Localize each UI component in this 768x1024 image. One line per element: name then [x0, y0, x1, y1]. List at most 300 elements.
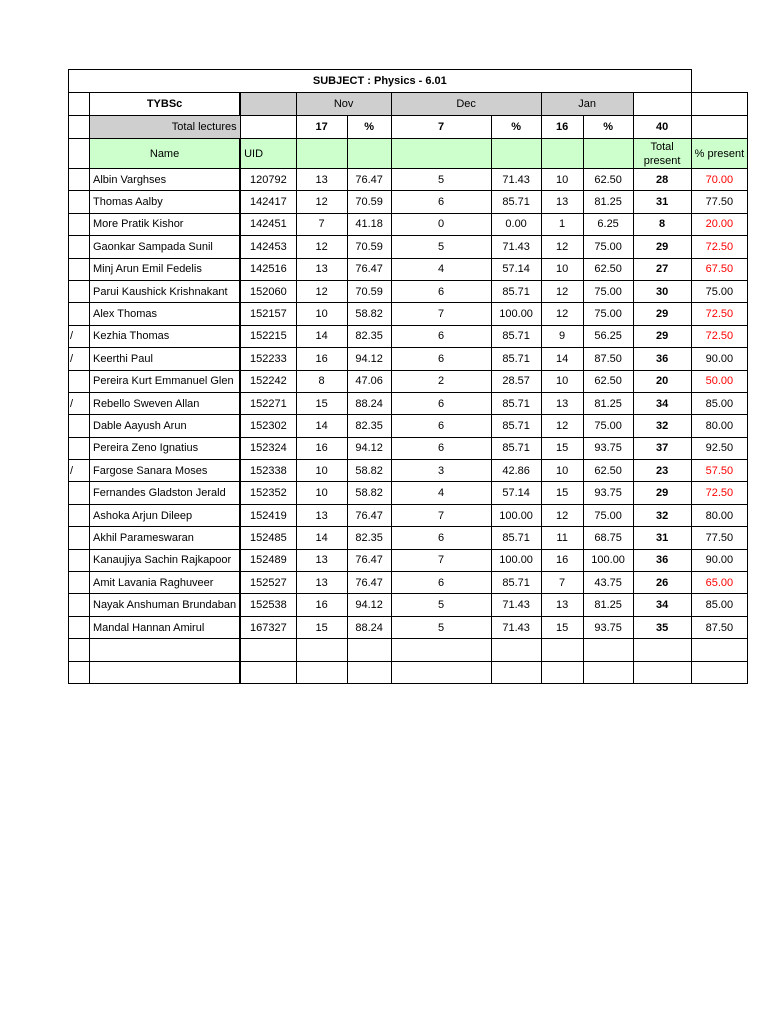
student-uid: 152538	[240, 594, 296, 616]
student-uid: 152324	[240, 437, 296, 459]
total-present: 31	[633, 191, 691, 213]
nov-present: 14	[296, 527, 347, 549]
table-row	[69, 392, 748, 414]
jan-present: 9	[541, 325, 583, 347]
nov-percent: 41.18	[347, 213, 391, 235]
percent-present: 80.00	[691, 415, 748, 437]
table-row	[69, 325, 748, 347]
dec-present: 7	[391, 549, 491, 571]
jan-percent: 81.25	[583, 392, 633, 414]
jan-percent: 75.00	[583, 415, 633, 437]
jan-present: 15	[541, 616, 583, 638]
nov-percent: 94.12	[347, 594, 391, 616]
dec-present: 6	[391, 348, 491, 370]
student-name: Nayak Anshuman Brundaban	[90, 594, 241, 616]
nov-percent: 47.06	[347, 370, 391, 392]
jan-percent: 87.50	[583, 348, 633, 370]
jan-percent: 75.00	[583, 236, 633, 258]
jan-present: 10	[541, 460, 583, 482]
total-present: 29	[633, 482, 691, 504]
percent-present: 72.50	[691, 236, 748, 258]
mark-cell	[69, 258, 90, 280]
blank-green-cell	[491, 139, 541, 169]
student-uid: 152215	[240, 325, 296, 347]
mark-cell	[69, 169, 90, 191]
percent-present: 20.00	[691, 213, 748, 235]
jan-present: 10	[541, 169, 583, 191]
mark-cell: /	[69, 460, 90, 482]
percent-present: 77.50	[691, 527, 748, 549]
dec-present: 6	[391, 415, 491, 437]
percent-present: 85.00	[691, 594, 748, 616]
student-name: Amit Lavania Raghuveer	[90, 572, 241, 594]
blank-green-cell	[391, 139, 491, 169]
pct-present-header: % present	[691, 139, 748, 169]
student-uid: 142417	[240, 191, 296, 213]
student-name: Gaonkar Sampada Sunil	[90, 236, 241, 258]
nov-percent: 76.47	[347, 258, 391, 280]
jan-present: 12	[541, 280, 583, 302]
table-row	[69, 236, 748, 258]
nov-present: 14	[296, 415, 347, 437]
jan-present: 13	[541, 392, 583, 414]
nov-present: 10	[296, 482, 347, 504]
dec-present: 6	[391, 325, 491, 347]
total-present: 36	[633, 348, 691, 370]
jan-present: 10	[541, 370, 583, 392]
dec-present: 6	[391, 437, 491, 459]
nov-percent: 82.35	[347, 527, 391, 549]
student-uid: 152271	[240, 392, 296, 414]
blank-cell	[691, 93, 748, 116]
blank-cell	[69, 93, 90, 116]
empty-cell	[633, 639, 691, 661]
jan-present: 12	[541, 415, 583, 437]
jan-percent: 81.25	[583, 594, 633, 616]
total-present: 8	[633, 213, 691, 235]
empty-cell	[491, 661, 541, 683]
nov-percent: 88.24	[347, 392, 391, 414]
nov-present: 10	[296, 460, 347, 482]
student-uid: 152527	[240, 572, 296, 594]
total-present: 29	[633, 325, 691, 347]
dec-present: 7	[391, 303, 491, 325]
dec-present: 5	[391, 594, 491, 616]
mark-cell	[69, 504, 90, 526]
percent-present: 85.00	[691, 392, 748, 414]
nov-percent: 70.59	[347, 280, 391, 302]
jan-present: 15	[541, 437, 583, 459]
dec-percent: 85.71	[491, 572, 541, 594]
dec-present: 4	[391, 482, 491, 504]
empty-cell	[347, 639, 391, 661]
total-present: 29	[633, 236, 691, 258]
jan-percent: 62.50	[583, 460, 633, 482]
nov-present: 15	[296, 392, 347, 414]
total-present: 28	[633, 169, 691, 191]
total-present: 31	[633, 527, 691, 549]
class-label: TYBSc	[90, 93, 241, 116]
mark-cell	[69, 191, 90, 213]
percent-present: 67.50	[691, 258, 748, 280]
nov-percent: 82.35	[347, 325, 391, 347]
attendance-table	[68, 69, 748, 684]
nov-present: 13	[296, 504, 347, 526]
jan-percent: 93.75	[583, 482, 633, 504]
student-name: Pereira Zeno Ignatius	[90, 437, 241, 459]
name-column-header: Name	[90, 139, 241, 169]
mark-cell	[69, 213, 90, 235]
dec-percent: 57.14	[491, 258, 541, 280]
nov-present: 15	[296, 616, 347, 638]
percent-present: 87.50	[691, 616, 748, 638]
student-uid: 152338	[240, 460, 296, 482]
lectures-nov: 17	[296, 116, 347, 139]
empty-cell	[296, 639, 347, 661]
blank-cell	[691, 116, 748, 139]
table-row	[69, 572, 748, 594]
mark-cell	[69, 549, 90, 571]
total-lectures-label: Total lectures	[90, 116, 241, 139]
student-uid: 142451	[240, 213, 296, 235]
nov-percent: 76.47	[347, 572, 391, 594]
table-row	[69, 482, 748, 504]
pct-header-jan: %	[583, 116, 633, 139]
nov-present: 14	[296, 325, 347, 347]
total-present: 36	[633, 549, 691, 571]
dec-present: 2	[391, 370, 491, 392]
month-dec-header: Dec	[391, 93, 541, 116]
total-present-header	[633, 139, 691, 169]
total-present: 20	[633, 370, 691, 392]
nov-present: 13	[296, 169, 347, 191]
mark-cell: /	[69, 325, 90, 347]
table-row	[69, 303, 748, 325]
empty-cell	[347, 661, 391, 683]
student-name: Kezhia Thomas	[90, 325, 241, 347]
jan-percent: 100.00	[583, 549, 633, 571]
nov-present: 12	[296, 236, 347, 258]
blank-green-cell	[296, 139, 347, 169]
mark-cell: /	[69, 348, 90, 370]
student-uid: 152233	[240, 348, 296, 370]
empty-cell	[491, 639, 541, 661]
nov-present: 12	[296, 280, 347, 302]
dec-percent: 85.71	[491, 437, 541, 459]
dec-percent: 85.71	[491, 527, 541, 549]
nov-percent: 76.47	[347, 169, 391, 191]
nov-percent: 76.47	[347, 504, 391, 526]
total-present: 23	[633, 460, 691, 482]
jan-present: 12	[541, 236, 583, 258]
jan-present: 1	[541, 213, 583, 235]
nov-percent: 88.24	[347, 616, 391, 638]
mark-cell: /	[69, 392, 90, 414]
student-name: Mandal Hannan Amirul	[90, 616, 241, 638]
total-present: 32	[633, 504, 691, 526]
dec-percent: 85.71	[491, 348, 541, 370]
empty-cell	[296, 661, 347, 683]
mark-cell	[69, 527, 90, 549]
total-present: 35	[633, 616, 691, 638]
nov-present: 10	[296, 303, 347, 325]
dec-present: 6	[391, 191, 491, 213]
mark-cell	[69, 437, 90, 459]
table-row	[69, 258, 748, 280]
nov-present: 13	[296, 258, 347, 280]
empty-cell	[633, 661, 691, 683]
table-row	[69, 370, 748, 392]
total-present: 34	[633, 392, 691, 414]
student-uid: 152489	[240, 549, 296, 571]
jan-present: 11	[541, 527, 583, 549]
mark-cell	[69, 415, 90, 437]
dec-percent: 28.57	[491, 370, 541, 392]
jan-percent: 62.50	[583, 169, 633, 191]
student-uid: 152157	[240, 303, 296, 325]
total-present: 27	[633, 258, 691, 280]
table-row	[69, 527, 748, 549]
mark-cell	[69, 280, 90, 302]
dec-percent: 71.43	[491, 169, 541, 191]
jan-present: 10	[541, 258, 583, 280]
total-present: 26	[633, 572, 691, 594]
dec-percent: 100.00	[491, 303, 541, 325]
jan-present: 13	[541, 191, 583, 213]
empty-cell	[691, 639, 748, 661]
table-row	[69, 437, 748, 459]
nov-percent: 94.12	[347, 348, 391, 370]
dec-percent: 71.43	[491, 236, 541, 258]
dec-percent: 71.43	[491, 616, 541, 638]
dec-present: 5	[391, 616, 491, 638]
dec-percent: 85.71	[491, 191, 541, 213]
blank-cell	[240, 116, 296, 139]
nov-present: 16	[296, 437, 347, 459]
table-row	[69, 460, 748, 482]
total-present: 30	[633, 280, 691, 302]
table-row	[69, 504, 748, 526]
total-present: 37	[633, 437, 691, 459]
total-present-header-line2: present	[643, 154, 681, 167]
jan-present: 16	[541, 549, 583, 571]
student-name: Alex Thomas	[90, 303, 241, 325]
nov-percent: 70.59	[347, 236, 391, 258]
percent-present: 70.00	[691, 169, 748, 191]
jan-percent: 93.75	[583, 616, 633, 638]
nov-percent: 94.12	[347, 437, 391, 459]
student-uid: 152060	[240, 280, 296, 302]
jan-percent: 81.25	[583, 191, 633, 213]
student-name: Akhil Parameswaran	[90, 527, 241, 549]
table-row	[69, 213, 748, 235]
jan-percent: 62.50	[583, 370, 633, 392]
percent-present: 77.50	[691, 191, 748, 213]
blank-gray-cell	[240, 93, 296, 116]
student-name: Thomas Aalby	[90, 191, 241, 213]
dec-present: 6	[391, 280, 491, 302]
student-uid: 120792	[240, 169, 296, 191]
pct-header-nov: %	[347, 116, 391, 139]
jan-present: 15	[541, 482, 583, 504]
mark-cell	[69, 236, 90, 258]
dec-percent: 42.86	[491, 460, 541, 482]
month-nov-header: Nov	[296, 93, 391, 116]
percent-present: 80.00	[691, 504, 748, 526]
student-name: Albin Varghses	[90, 169, 241, 191]
jan-percent: 62.50	[583, 258, 633, 280]
student-uid: 152352	[240, 482, 296, 504]
dec-present: 6	[391, 527, 491, 549]
empty-row	[69, 639, 748, 661]
nov-present: 7	[296, 213, 347, 235]
percent-present: 90.00	[691, 549, 748, 571]
student-name: Minj Arun Emil Fedelis	[90, 258, 241, 280]
empty-cell	[69, 661, 90, 683]
student-name: Fargose Sanara Moses	[90, 460, 241, 482]
table-row	[69, 616, 748, 638]
empty-cell	[541, 661, 583, 683]
nov-present: 16	[296, 594, 347, 616]
total-present: 34	[633, 594, 691, 616]
dec-percent: 100.00	[491, 504, 541, 526]
nov-percent: 58.82	[347, 303, 391, 325]
empty-cell	[391, 639, 491, 661]
dec-present: 7	[391, 504, 491, 526]
dec-present: 6	[391, 572, 491, 594]
dec-present: 0	[391, 213, 491, 235]
blank-green-cell	[541, 139, 583, 169]
blank-green-cell	[583, 139, 633, 169]
dec-percent: 85.71	[491, 415, 541, 437]
empty-cell	[391, 661, 491, 683]
student-name: Pereira Kurt Emmanuel Glen	[90, 370, 241, 392]
student-uid: 152485	[240, 527, 296, 549]
percent-present: 90.00	[691, 348, 748, 370]
percent-present: 65.00	[691, 572, 748, 594]
jan-percent: 43.75	[583, 572, 633, 594]
empty-cell	[69, 639, 90, 661]
empty-row	[69, 661, 748, 683]
table-row	[69, 169, 748, 191]
jan-present: 12	[541, 504, 583, 526]
table-row	[69, 549, 748, 571]
mark-cell	[69, 572, 90, 594]
jan-percent: 75.00	[583, 504, 633, 526]
dec-present: 6	[391, 392, 491, 414]
empty-cell	[240, 661, 296, 683]
mark-cell	[69, 370, 90, 392]
student-name: Fernandes Gladston Jerald	[90, 482, 241, 504]
dec-percent: 85.71	[491, 392, 541, 414]
jan-percent: 68.75	[583, 527, 633, 549]
jan-present: 13	[541, 594, 583, 616]
blank-cell	[633, 93, 691, 116]
nov-percent: 58.82	[347, 460, 391, 482]
blank-cell	[69, 116, 90, 139]
table-row	[69, 415, 748, 437]
jan-percent: 93.75	[583, 437, 633, 459]
empty-cell	[691, 661, 748, 683]
percent-present: 72.50	[691, 303, 748, 325]
dec-percent: 85.71	[491, 280, 541, 302]
student-uid: 152242	[240, 370, 296, 392]
percent-present: 72.50	[691, 325, 748, 347]
jan-present: 7	[541, 572, 583, 594]
month-jan-header: Jan	[541, 93, 633, 116]
percent-present: 50.00	[691, 370, 748, 392]
nov-percent: 70.59	[347, 191, 391, 213]
table-row	[69, 594, 748, 616]
lectures-dec: 7	[391, 116, 491, 139]
percent-present: 92.50	[691, 437, 748, 459]
nov-present: 13	[296, 549, 347, 571]
empty-cell	[541, 639, 583, 661]
percent-present: 72.50	[691, 482, 748, 504]
nov-present: 8	[296, 370, 347, 392]
student-name: Parui Kaushick Krishnakant	[90, 280, 241, 302]
student-name: Rebello Sweven Allan	[90, 392, 241, 414]
total-present: 32	[633, 415, 691, 437]
blank-cell	[69, 139, 90, 169]
mark-cell	[69, 482, 90, 504]
jan-present: 14	[541, 348, 583, 370]
dec-present: 3	[391, 460, 491, 482]
student-uid: 152419	[240, 504, 296, 526]
dec-present: 5	[391, 169, 491, 191]
nov-percent: 76.47	[347, 549, 391, 571]
percent-present: 75.00	[691, 280, 748, 302]
uid-column-header: UID	[240, 139, 296, 169]
table-row	[69, 348, 748, 370]
blank-green-cell	[347, 139, 391, 169]
nov-percent: 58.82	[347, 482, 391, 504]
empty-cell	[90, 639, 241, 661]
jan-percent: 75.00	[583, 280, 633, 302]
student-name: Ashoka Arjun Dileep	[90, 504, 241, 526]
jan-percent: 56.25	[583, 325, 633, 347]
jan-percent: 75.00	[583, 303, 633, 325]
dec-present: 5	[391, 236, 491, 258]
dec-percent: 85.71	[491, 325, 541, 347]
student-uid: 142516	[240, 258, 296, 280]
table-row	[69, 191, 748, 213]
student-name: More Pratik Kishor	[90, 213, 241, 235]
student-uid: 152302	[240, 415, 296, 437]
empty-cell	[583, 661, 633, 683]
table-row	[69, 280, 748, 302]
nov-present: 16	[296, 348, 347, 370]
jan-present: 12	[541, 303, 583, 325]
total-present: 29	[633, 303, 691, 325]
empty-cell	[90, 661, 241, 683]
student-uid: 142453	[240, 236, 296, 258]
total-present-header-line1: Total	[650, 140, 674, 153]
nov-present: 13	[296, 572, 347, 594]
jan-percent: 6.25	[583, 213, 633, 235]
nov-percent: 82.35	[347, 415, 391, 437]
student-uid: 167327	[240, 616, 296, 638]
student-name: Keerthi Paul	[90, 348, 241, 370]
lectures-total: 40	[633, 116, 691, 139]
empty-cell	[583, 639, 633, 661]
percent-present: 57.50	[691, 460, 748, 482]
dec-percent: 57.14	[491, 482, 541, 504]
empty-cell	[240, 639, 296, 661]
mark-cell	[69, 616, 90, 638]
dec-percent: 71.43	[491, 594, 541, 616]
lectures-jan: 16	[541, 116, 583, 139]
